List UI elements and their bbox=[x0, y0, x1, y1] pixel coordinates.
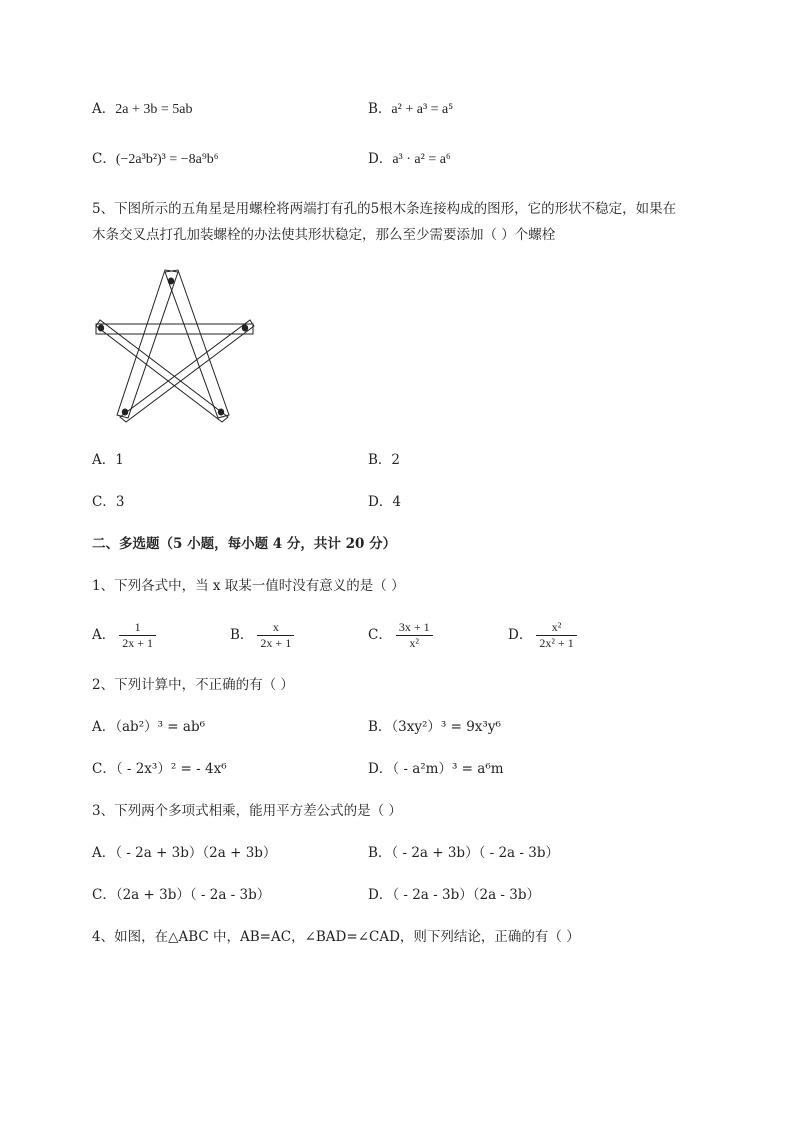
m3-question: 3、下列两个多项式相乘，能用平方差公式的是（ ） bbox=[92, 803, 402, 819]
q5-text-line2: 木条交叉点打孔加装螺栓的办法使其形状稳定，那么至少需要添加（ ）个螺栓 bbox=[92, 227, 556, 243]
strip-left-to-right bbox=[96, 324, 253, 334]
m2-option-b: B．（3xy²）³ = 9x³y⁶ bbox=[368, 719, 501, 735]
q5-option-d: D．4 bbox=[368, 494, 401, 510]
m3-option-b: B．（ - 2a + 3b）（ - 2a - 3b） bbox=[368, 845, 559, 861]
strip-top-to-bottom-right bbox=[165, 270, 229, 418]
q4-option-b-expr: a² + a³ = a⁵ bbox=[391, 102, 454, 117]
m1-option-a: A． $\frac{1}{2x + 1}$ bbox=[92, 618, 156, 652]
m1-option-c: C． $\frac{3x + 1}{\text{x²}}$ bbox=[368, 618, 433, 652]
q4-option-a-expr: 2a + 3b = 5ab bbox=[115, 102, 193, 117]
m1-option-d: D． $\frac{\text{x²}}{\text{2x² + 1}}$ bbox=[508, 618, 577, 652]
strip-left-to-bottom-right bbox=[96, 320, 228, 422]
bolt-bottom-left bbox=[122, 409, 128, 416]
m1-option-b-fraction: $\frac{x}{2x + 1}$ bbox=[257, 620, 294, 651]
m1-option-b: B． $\frac{x}{2x + 1}$ bbox=[230, 618, 294, 652]
star-figure bbox=[90, 262, 260, 430]
q4-option-a: A．2a + 3b = 5ab bbox=[92, 101, 193, 117]
m1-question: 1、下列各式中，当 x 取某一值时没有意义的是（ ） bbox=[92, 578, 405, 594]
m3-option-a: A．（ - 2a + 3b）（2a + 3b） bbox=[92, 845, 277, 861]
q4-option-d-expr: a³ · a² = a⁶ bbox=[392, 152, 451, 167]
q5-option-a: A．1 bbox=[92, 452, 124, 468]
q4-option-b: B．a² + a³ = a⁵ bbox=[368, 101, 454, 117]
m1-option-a-fraction: $\frac{1}{2x + 1}$ bbox=[119, 620, 156, 651]
q5-text-line1: 5、下图所示的五角星是用螺栓将两端打有孔的5根木条连接构成的图形，它的形状不稳定，如果在 bbox=[92, 201, 677, 217]
q5-option-c: C．3 bbox=[92, 494, 125, 510]
q4-option-d: D．a³ · a² = a⁶ bbox=[368, 151, 451, 167]
q5-option-b: B．2 bbox=[368, 452, 401, 468]
bolt-left bbox=[98, 325, 104, 332]
bolt-top bbox=[168, 278, 174, 285]
q4-option-c: C．(−2a³b²)³ = −8a⁹b⁶ bbox=[92, 151, 219, 167]
m2-option-a: A．（ab²）³ = ab⁶ bbox=[92, 719, 206, 735]
m4-question: 4、如图，在△ABC 中，AB=AC，∠BAD=∠CAD，则下列结论，正确的有（ ） bbox=[92, 929, 580, 945]
m2-option-c: C．（ - 2x³）² = - 4x⁶ bbox=[92, 761, 227, 777]
section-heading: 二、多选题（5 小题，每小题 4 分，共计 20 分） bbox=[92, 536, 397, 552]
strip-top-to-bottom-left bbox=[117, 270, 178, 418]
bolt-right bbox=[242, 325, 248, 332]
strip-right-to-bottom-left bbox=[120, 320, 254, 422]
m3-option-d: D．（ - 2a - 3b）（2a - 3b） bbox=[368, 887, 540, 903]
m3-option-c: C．（2a + 3b）（ - 2a - 3b） bbox=[92, 887, 271, 903]
m1-option-d-fraction: $\frac{\text{x²}}{\text{2x² + 1}}$ bbox=[536, 620, 576, 651]
m2-question: 2、下列计算中，不正确的有（ ） bbox=[92, 677, 294, 693]
m2-option-d: D．（ - a²m）³ = a⁶m bbox=[368, 761, 504, 777]
q4-option-c-expr: (−2a³b²)³ = −8a⁹b⁶ bbox=[115, 152, 219, 167]
bolt-bottom-right bbox=[218, 409, 224, 416]
m1-option-c-fraction: $\frac{3x + 1}{\text{x²}}$ bbox=[396, 620, 433, 651]
